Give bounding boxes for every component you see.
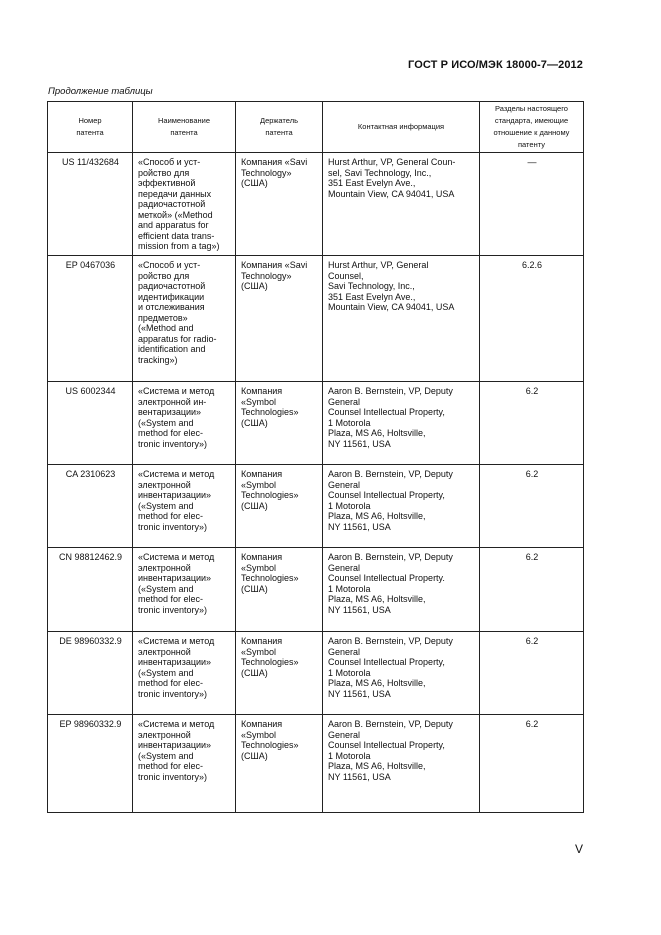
patent-table — [47, 101, 584, 813]
patent-number-cell: CN 98812462.9 — [48, 548, 133, 632]
table-row — [48, 548, 584, 632]
patent-name-cell: «Система и метод электронной инвентаризации» («System and method for elec- tronic inventory») — [133, 465, 236, 548]
contact-info-cell: Hurst Arthur, VP, General Coun- sel, Savi Technology, Inc., 351 East Evelyn Ave., Mountain View, CA 94041, USA — [323, 153, 480, 256]
patent-number-cell: DE 98960332.9 — [48, 632, 133, 715]
sections-cell: 6.2 — [480, 715, 584, 813]
patent-name-cell: «Система и метод электронной инвентаризации» («System and method for elec- tronic inventory») — [133, 632, 236, 715]
column-header-sections: Разделы настоящего стандарта, имеющие отношение к данному патенту — [480, 102, 584, 153]
sections-cell: 6.2.6 — [480, 256, 584, 382]
patent-number-cell: US 6002344 — [48, 382, 133, 465]
patent-number-cell: US 11/432684 — [48, 153, 133, 256]
patent-holder-cell: Компания «Symbol Technologies» (США) — [236, 465, 323, 548]
table-row — [48, 715, 584, 813]
sections-cell: 6.2 — [480, 632, 584, 715]
table-row — [48, 382, 584, 465]
patent-number-cell: CA 2310623 — [48, 465, 133, 548]
patent-holder-cell: Компания «Symbol Technologies» (США) — [236, 715, 323, 813]
table-row — [48, 256, 584, 382]
sections-cell: 6.2 — [480, 465, 584, 548]
sections-cell: — — [480, 153, 584, 256]
patent-holder-cell: Компания «Symbol Technologies» (США) — [236, 632, 323, 715]
patent-holder-cell: Компания «Savi Technology» (США) — [236, 153, 323, 256]
sections-cell: 6.2 — [480, 382, 584, 465]
column-header-number: Номер патента — [48, 102, 133, 153]
contact-info-cell: Aaron B. Bernstein, VP, Deputy General Counsel Intellectual Property. 1 Motorola Plaza, MS A6, Holtsville, NY 11561, USA — [323, 548, 480, 632]
contact-info-cell: Aaron B. Bernstein, VP, Deputy General Counsel Intellectual Property, 1 Motorola Plaza, MS A6, Holtsville, NY 11561, USA — [323, 632, 480, 715]
table-continuation-caption: Продолжение таблицы — [48, 86, 153, 97]
contact-info-cell: Aaron B. Bernstein, VP, Deputy General Counsel Intellectual Property, 1 Motorola Plaza, MS A6, Holtsville, NY 11561, USA — [323, 382, 480, 465]
patent-holder-cell: Компания «Symbol Technologies» (США) — [236, 548, 323, 632]
table-row — [48, 153, 584, 256]
patent-holder-cell: Компания «Symbol Technologies» (США) — [236, 382, 323, 465]
column-header-contact: Контактная информация — [323, 102, 480, 153]
patent-name-cell: «Система и метод электронной ин- вентаризации» («System and method for elec- tronic inventory») — [133, 382, 236, 465]
patent-holder-cell: Компания «Savi Technology» (США) — [236, 256, 323, 382]
patent-name-cell: «Система и метод электронной инвентаризации» («System and method for elec- tronic inventory») — [133, 715, 236, 813]
patent-number-cell: EP 0467036 — [48, 256, 133, 382]
sections-cell: 6.2 — [480, 548, 584, 632]
contact-info-cell: Aaron B. Bernstein, VP, Deputy General Counsel Intellectual Property, 1 Motorola Plaza, MS A6, Holtsville, NY 11561, USA — [323, 715, 480, 813]
patent-name-cell: «Способ и уст- ройство для радиочастотной идентификации и отслеживания предметов» («Method and apparatus for radio- identification and tracking») — [133, 256, 236, 382]
table-row — [48, 465, 584, 548]
patent-name-cell: «Система и метод электронной инвентаризации» («System and method for elec- tronic inventory») — [133, 548, 236, 632]
patent-number-cell: EP 98960332.9 — [48, 715, 133, 813]
page-number: V — [575, 842, 584, 856]
patent-name-cell: «Способ и уст- ройство для эффективной передачи данных радиочастотной меткой» («Method and apparatus for efficient data trans- mission from a tag») — [133, 153, 236, 256]
document-header: ГОСТ Р ИСО/МЭК 18000-7—2012 — [408, 59, 583, 71]
column-header-name: Наименование патента — [133, 102, 236, 153]
column-header-holder: Держатель патента — [236, 102, 323, 153]
table-header-row — [48, 102, 584, 153]
contact-info-cell: Hurst Arthur, VP, General Counsel, Savi Technology, Inc., 351 East Evelyn Ave., Mountain View, CA 94041, USA — [323, 256, 480, 382]
contact-info-cell: Aaron B. Bernstein, VP, Deputy General Counsel Intellectual Property, 1 Motorola Plaza, MS A6, Holtsville, NY 11561, USA — [323, 465, 480, 548]
table-row — [48, 632, 584, 715]
